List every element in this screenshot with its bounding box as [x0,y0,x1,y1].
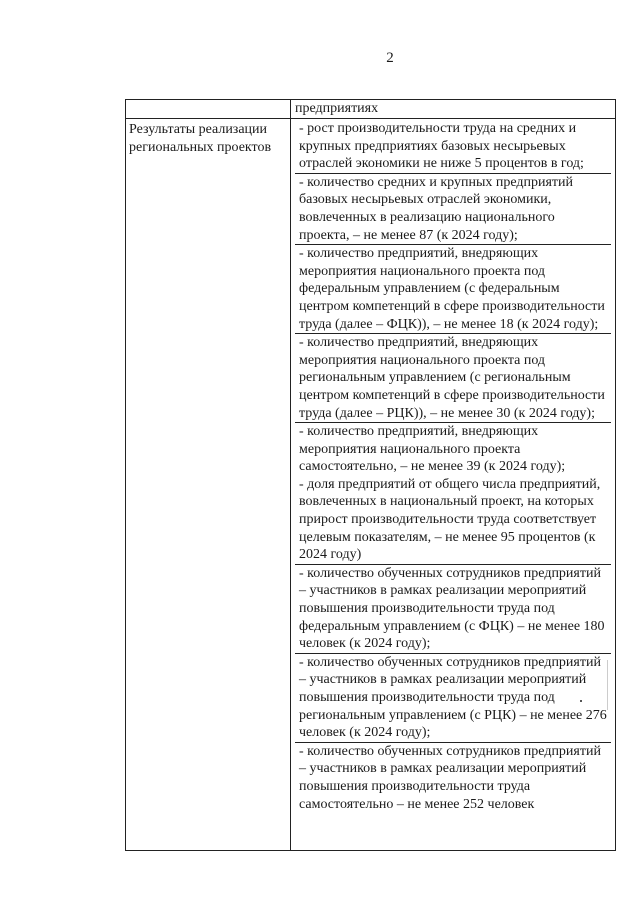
list-item: - количество предприятий, внедряющих мероприятия национального проекта под федеральным управлением (с федеральным центром компетенций в сфере производительности труда (далее – ФЦК)), – не менее 18 (к 2024 году); [295,244,611,333]
list-item: - количество предприятий, внедряющих мероприятия национального проекта самостоятельно, – не менее 39 (к 2024 году); [295,422,611,476]
list-item: - количество предприятий, внедряющих мероприятия национального проекта под региональным управлением (с региональным центром компетенций в сфере производительности труда (далее – РЦК)), – не менее 30 (к 2024 году); [295,333,611,422]
results-table [125,99,616,851]
list-item: - количество средних и крупных предприятий базовых несырьевых отраслей экономики, вовлеченных в реализацию национального проекта, – не менее 87 (к 2024 году); [295,173,611,244]
table-row-results [126,119,616,851]
page-number: 2 [386,50,394,66]
result-items-list [291,119,615,813]
scan-speck [580,700,582,702]
list-item: - количество обученных сотрудников предприятий – участников в рамках реализации мероприятий повышения производительности труда самостоятельно – не менее 252 человек [295,742,611,813]
table-cell-empty [126,100,291,119]
list-item: - доля предприятий от общего числа предприятий, вовлеченных в национальный проект, на которых прирост производительности труда соответствует целевым показателям, – не менее 95 процентов (к 2024 году) [299,476,601,563]
list-item: - рост производительности труда на средних и крупных предприятиях базовых несырьевых отраслей экономики не ниже 5 процентов в год; [299,121,584,172]
table-row-continuation [126,100,616,119]
table-cell-continuation [291,100,616,119]
scan-streak [607,660,608,710]
continuation-text: предприятиях [295,101,379,116]
list-item: - количество обученных сотрудников предприятий – участников в рамках реализации мероприятий повышения производительности труда под региональным управлением (с РЦК) – не менее 276 человек (к 2024 году); [295,653,611,742]
row-label: Результаты реализации региональных проектов [129,122,272,155]
table-cell-items [291,119,616,851]
list-item: - количество обученных сотрудников предприятий – участников в рамках реализации мероприятий повышения производительности труда под федеральным управлением (с ФЦК) – не менее 180 человек (к 2024 году); [295,564,611,653]
table-cell-label [126,119,291,851]
